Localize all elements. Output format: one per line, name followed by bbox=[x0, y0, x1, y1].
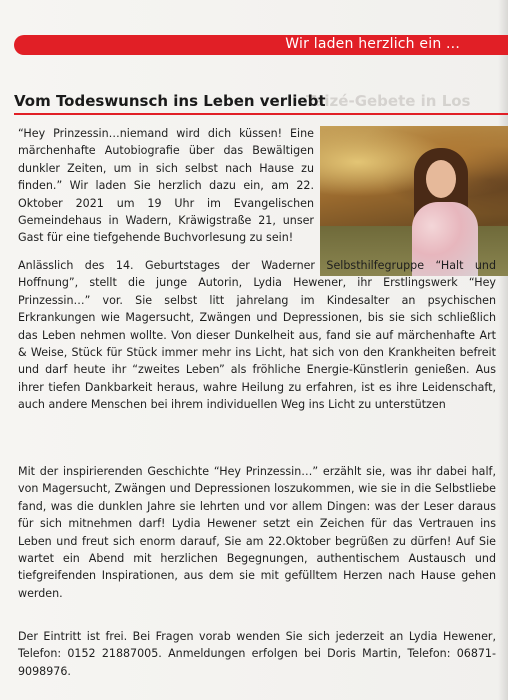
page-edge-shadow bbox=[498, 0, 508, 700]
headline-underline bbox=[14, 113, 508, 115]
article-paragraph-contact: Der Eintritt ist frei. Bei Fragen vorab wenden Sie sich jederzeit an Lydia Hewener, Telefon: 0152 21887005. Anmeldungen erfolgen bei Doris Martin, Telefon: 06871-9098976. bbox=[18, 630, 496, 678]
article-paragraph-story: Mit der inspirierenden Geschichte “Hey Prinzessin…” erzählt sie, was ihr dabei half, von Magersucht, Zwängen und Depressionen loszukommen, wie sie in die Selbstliebe fand, was die dunklen Jahre sie lehrten und vor allem Dingen: was der Leser daraus für sich mitnehmen darf! Lydia Hewener setzt ein Zeichen für das Vertrauen ins Leben und freut sich enorm darauf, Sie am 22.Oktober begrüßen zu dürfen! Auf Sie wartet ein Abend mit herzlichen Begegnungen, authentischem Austausch und tiefgreifenden Inspirationen, aus dem sie mit gefülltem Herzen nach Hause gehen werden. bbox=[18, 465, 496, 600]
banner-text: Wir laden herzlich ein ... bbox=[285, 36, 460, 52]
article-headline: Vom Todeswunsch ins Leben verliebt bbox=[14, 92, 326, 110]
bleed-through-text: Taizé-Gebete in Los bbox=[306, 92, 471, 110]
author-photo bbox=[320, 126, 508, 276]
article-paragraph-author: Anlässlich des 14. Geburtstages der Waderner Selbsthilfegruppe “Halt und Hoffnung”, stellt die junge Autorin, Lydia Hewener, ihr Erstlingswerk “Hey Prinzessin…” vor. Sie selbst litt jahrelang im Kindesalter an psychischen Erkrankungen wie Magersucht, Zwängen und Depressionen, bis sie sich schließlich das Leben nehmen wollte. Von dieser Dunkelheit aus, fand sie auf märchenhafte Art & Weise, Stück für Stück immer mehr ins Licht, hat sich von den Krankheiten befreit und darf heute ihr “zweites Leben” als fröhliche Energie-Künstlerin genießen. Aus ihrer tiefen Dankbarkeit heraus, wahre Heilung zu erfahren, ist es ihre Leidenschaft, auch andere Menschen bei ihrem individuellen Weg ins Licht zu unterstützen bbox=[18, 259, 496, 412]
photo-author-face bbox=[426, 160, 456, 198]
article-paragraph-intro: “Hey Prinzessin…niemand wird dich küssen! Eine märchenhafte Autobiografie über das Bewältigen dunkler Zeiten, um in sich selbst nach Hause zu finden.” Wir laden Sie herzlich dazu ein, am 22. Oktober 2021 um 19 Uhr im Evangelischen Gemeindehaus in Wadern, Kräwigstraße 21, unser Gast für eine tiefgehende Buchvorlesung zu sein! bbox=[18, 127, 314, 245]
section-banner bbox=[14, 35, 508, 55]
